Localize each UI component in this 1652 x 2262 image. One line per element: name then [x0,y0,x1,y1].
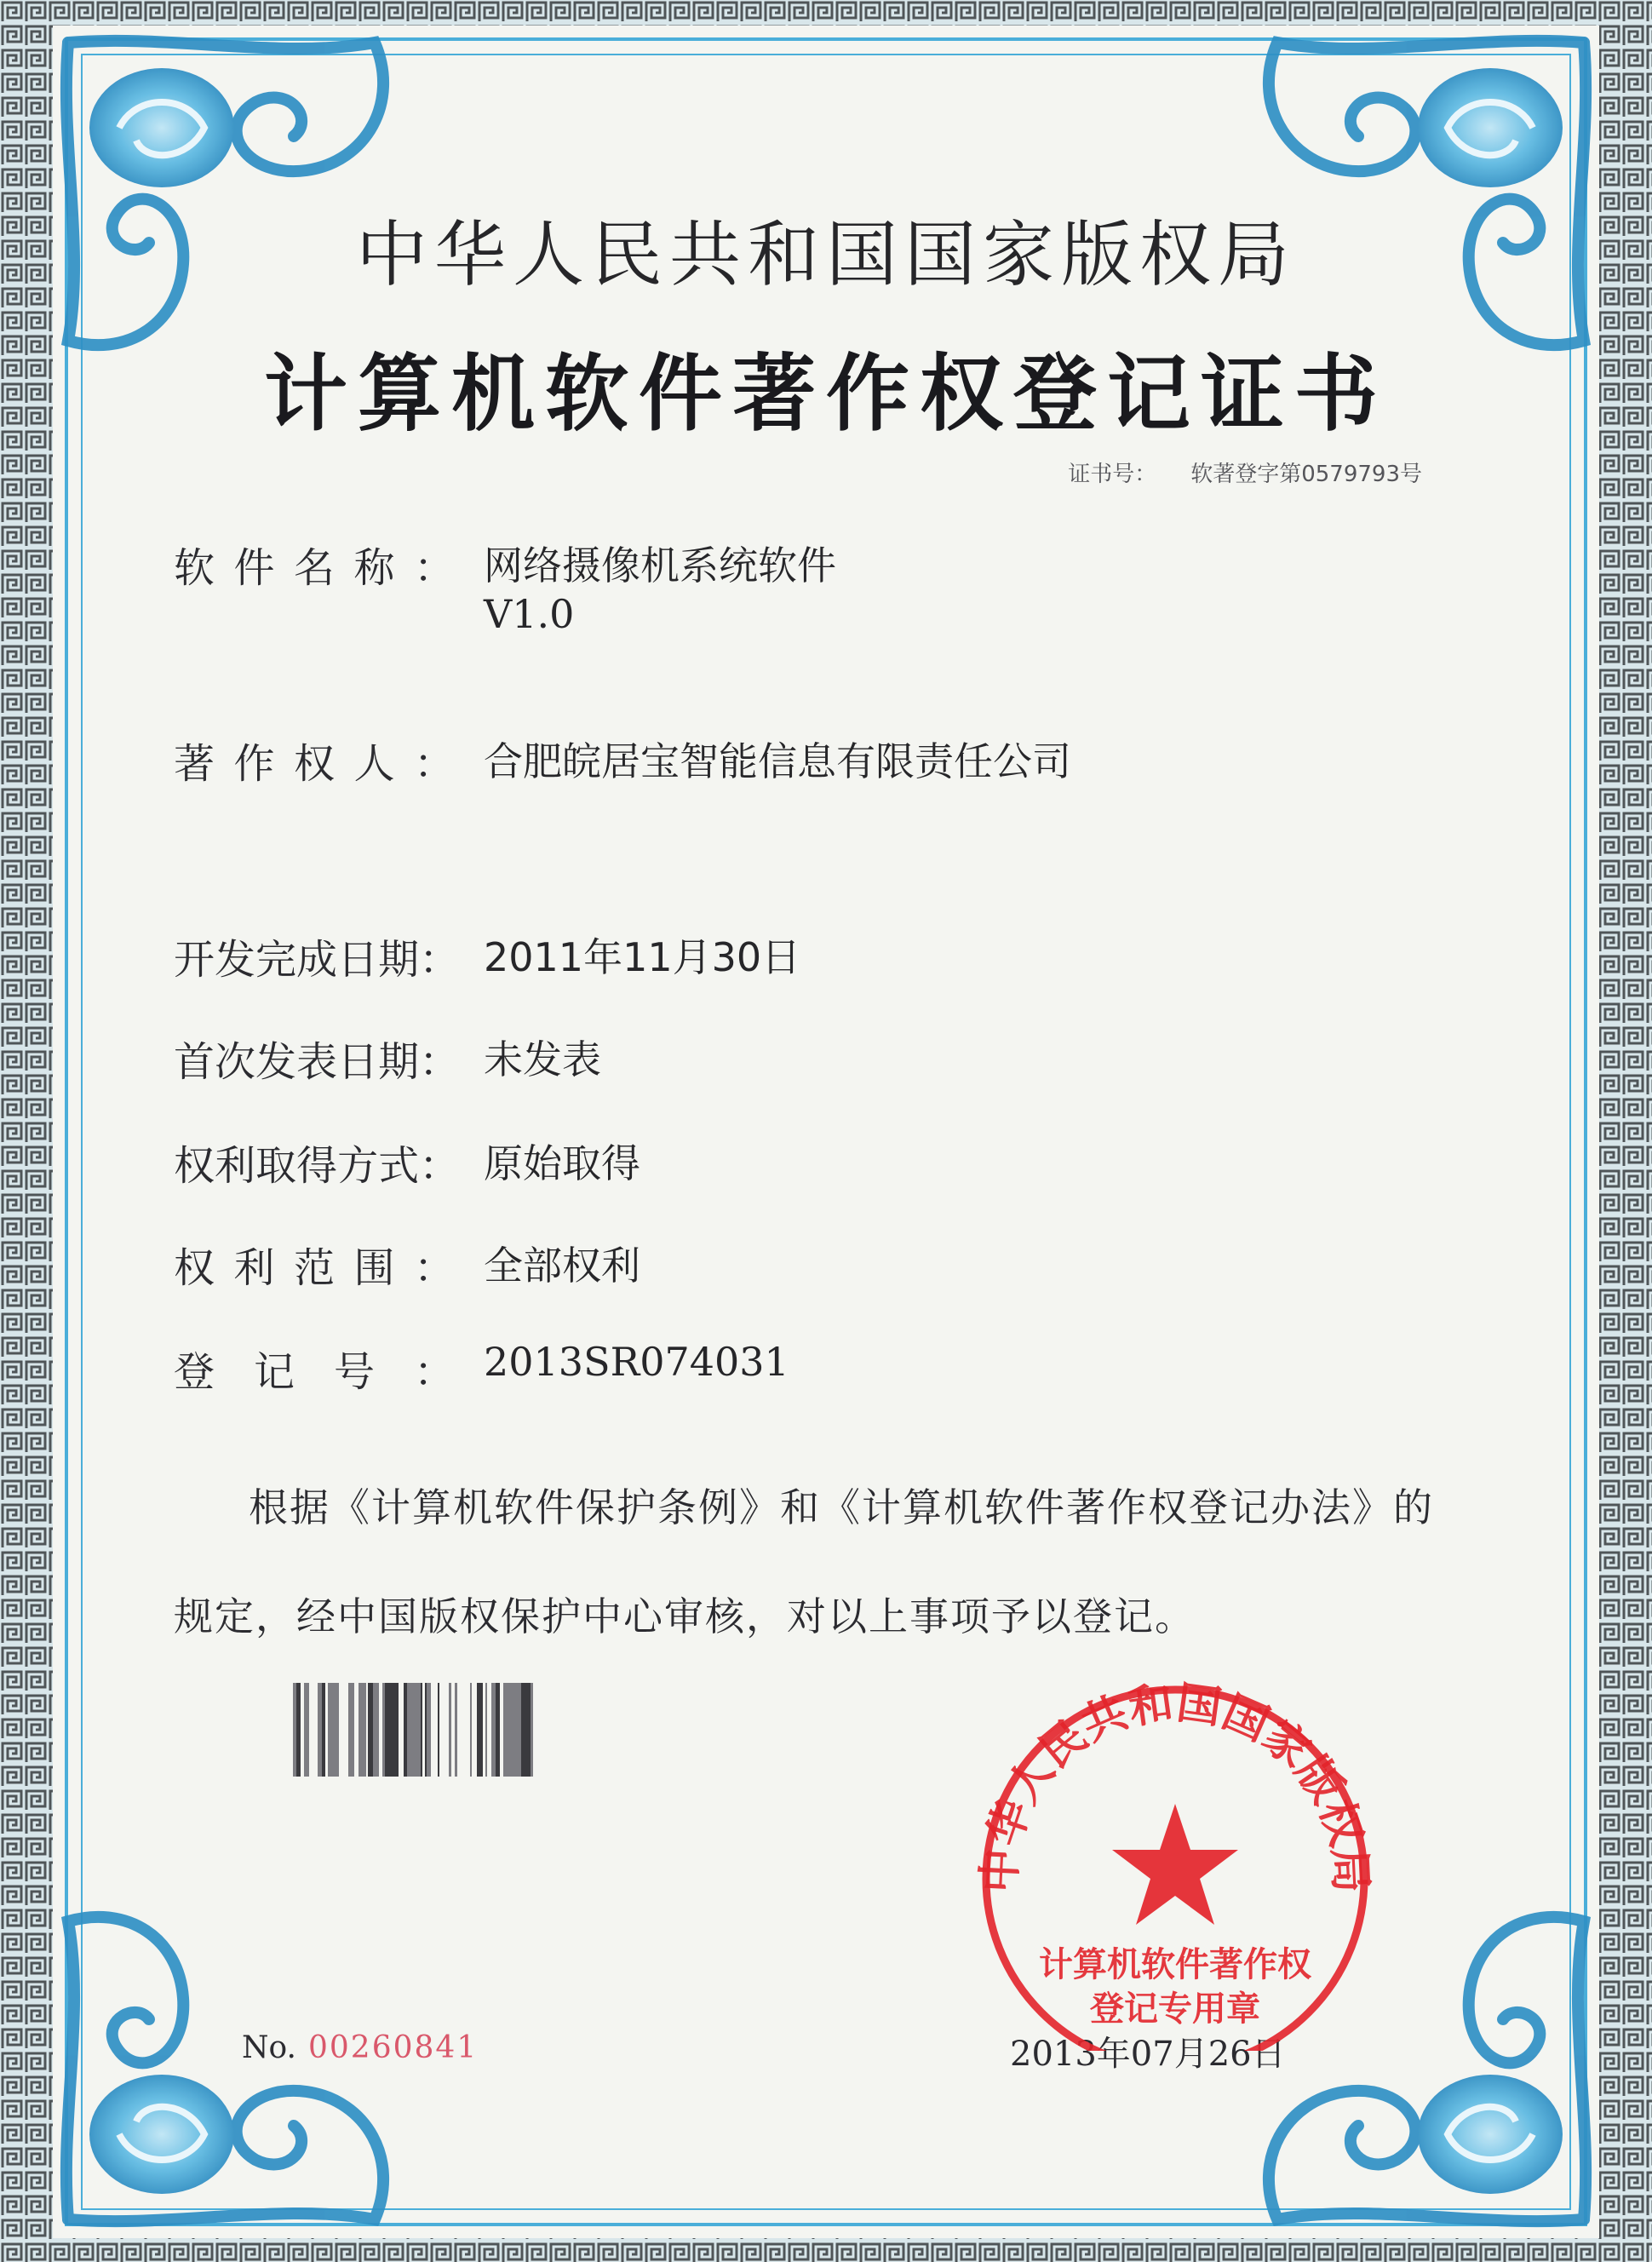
issuer-name: 中华人民共和国国家版权局 [355,213,1296,296]
barcode-bar [449,1683,451,1777]
certificate-number [1068,456,1422,488]
barcode-bar [304,1683,309,1777]
barcode-bar [293,1683,296,1777]
statement-line-2: 规定，经中国版权保护中心审核，对以上事项予以登记。 [174,1593,1196,1639]
statement-line-1: 根据《计算机软件保护条例》和《计算机软件著作权登记办法》的 [249,1484,1434,1530]
barcode-bar [393,1683,399,1777]
field-value-rights-scope: 全部权利 [484,1243,640,1289]
barcode-bar [503,1683,509,1777]
barcode-bar [421,1683,422,1777]
barcode-bar [318,1683,322,1777]
barcode-bar [407,1683,410,1777]
official-seal [962,1676,1388,2051]
barcode-bar [322,1683,324,1777]
barcode-bar [296,1683,299,1777]
issue-date: 2013年07月26日 [1010,2035,1286,2074]
barcode-bar [531,1683,533,1777]
barcode-bar [415,1683,421,1777]
barcode-bar [455,1683,457,1777]
seal-inner-line-1: 计算机软件著作权 [1039,1945,1311,1984]
barcode-bar [324,1683,325,1777]
field-label-registration-number: 登 记 号 ： [174,1348,455,1396]
barcode-bar [491,1683,496,1777]
barcode-bar [328,1683,332,1777]
serial-number [242,2030,478,2065]
field-label-rights-scope: 权 利 范 围 ： [174,1244,455,1292]
barcode-bar [410,1683,413,1777]
barcode-bar [438,1683,439,1777]
field-label-completion-date: 开 发 完 成 日 期 ： [174,936,461,984]
field-label-acquisition-method: 权 利 取 得 方 式 ： [174,1142,461,1190]
barcode-bar [332,1683,335,1777]
barcode-bar [477,1683,483,1777]
certificate-title: 计算机软件著作权登记证书 [263,346,1388,443]
barcode-bar [382,1683,385,1777]
seal-inner-line-2: 登记专用章 [1090,1989,1260,2029]
certificate-number-value: 软著登字第0579793号 [1190,462,1422,487]
barcode-bar [485,1683,487,1777]
field-label-software-name: 软 件 名 称 ： [174,544,455,592]
barcode-bar [413,1683,415,1777]
field-label-first-publication-date: 首 次 发 表 日 期 ： [174,1038,461,1086]
barcode-bar [427,1683,431,1777]
barcode-bar [509,1683,515,1777]
field-value-software-version: V1.0 [484,591,575,637]
serial-label: No. [242,2030,296,2065]
barcode-bar [364,1683,366,1777]
barcode-bar [521,1683,525,1777]
field-value-completion-date: 2011年11月30日 [484,934,801,980]
barcode-bar [376,1683,379,1777]
field-value-acquisition-method: 原始取得 [484,1140,640,1186]
barcode [293,1683,533,1777]
field-label-copyright-owner: 著 作 权 人 ： [174,740,455,788]
seal-outer-text: 中华人民共和国国家版权局 [974,1677,1376,1894]
barcode-bar [515,1683,521,1777]
serial-number-value: 00260841 [307,2030,479,2065]
barcode-bar [425,1683,427,1777]
barcode-bar [299,1683,301,1777]
barcode-bar [525,1683,531,1777]
seal-star-icon [1112,1804,1238,1925]
barcode-bar [335,1683,337,1777]
field-value-copyright-owner: 合肥皖居宝智能信息有限责任公司 [484,738,1071,784]
field-value-software-name: 网络摄像机系统软件 [484,543,836,588]
barcode-bar [359,1683,364,1777]
barcode-bar [385,1683,387,1777]
field-value-first-publication-date: 未发表 [484,1036,601,1082]
certificate-number-label: 证书号： [1068,462,1157,487]
barcode-bar [368,1683,373,1777]
barcode-bar [470,1683,472,1777]
barcode-bar [337,1683,339,1777]
barcode-bar [373,1683,376,1777]
field-value-registration-number: 2013SR074031 [484,1339,789,1385]
barcode-bar [496,1683,500,1777]
barcode-bar [404,1683,407,1777]
barcode-bar [348,1683,354,1777]
barcode-bar [387,1683,393,1777]
